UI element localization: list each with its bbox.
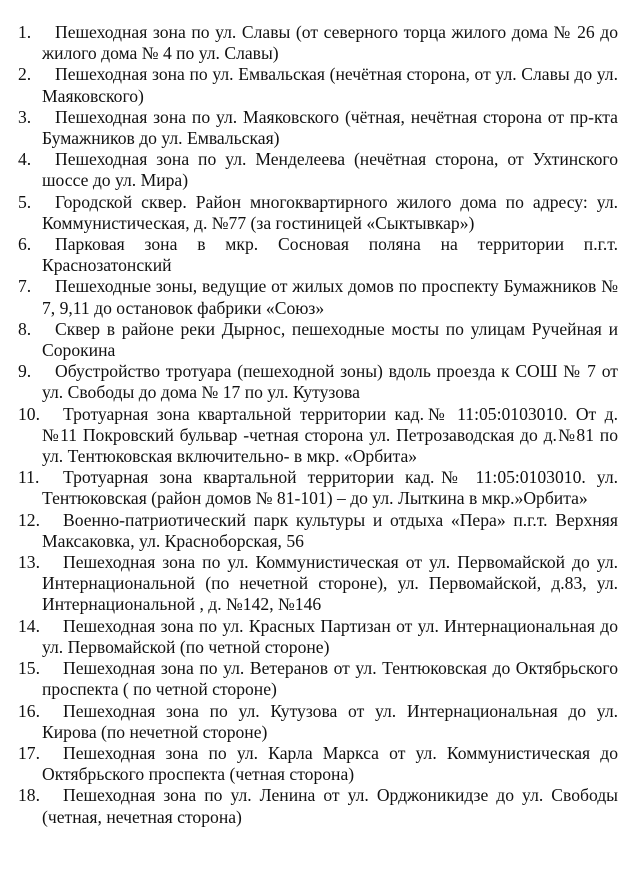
item-text: Обустройство тротуара (пешеходной зоны) вдоль проезда к СОШ № 7 от ул. Свободы до дома № 17 по ул. Кутузова bbox=[42, 361, 618, 403]
item-number: 11. bbox=[18, 467, 40, 488]
item-number: 10. bbox=[18, 403, 40, 424]
list-item-6 bbox=[18, 234, 618, 276]
item-number: 4. bbox=[18, 149, 32, 170]
item-text: Пешеходная зона по ул. Ленина от ул. Орджоникидзе до ул. Свободы (четная, нечетная сторона) bbox=[42, 785, 618, 827]
item-text: Пешеходная зона по ул. Маяковского (чётная, нечётная сторона от пр-кта Бумажников до ул. Емвальская) bbox=[42, 106, 618, 149]
item-number: 6. bbox=[18, 234, 32, 255]
item-text: Военно-патриотический парк культуры и отдыха «Пера» п.г.т. Верхняя Максаковка, ул. Красноборская, 56 bbox=[42, 509, 618, 551]
item-text: Сквер в районе реки Дырнос, пешеходные мосты по улицам Ручейная и Сорокина bbox=[42, 318, 618, 361]
list-item-4 bbox=[18, 149, 618, 191]
item-number: 1. bbox=[18, 22, 32, 42]
item-text: Тротуарная зона квартальной территории кад.№ 11:05:0103010. От д. №11 Покровский бульвар -четная сторона ул. Петрозаводская до д.№81 по ул. Тентюковская включительно- в мкр. «Орбита» bbox=[42, 403, 618, 467]
list-item-8 bbox=[18, 319, 618, 361]
item-text: Пешеходная зона по ул. Кутузова от ул. Интернациональная до ул. Кирова (по нечетной стороне) bbox=[42, 700, 618, 742]
list-item-15 bbox=[18, 658, 618, 700]
item-number: 12. bbox=[18, 509, 40, 530]
item-text: Пешеходная зона по ул. Коммунистическая от ул. Первомайской до ул. Интернациональной (по нечетной стороне), ул. Первомайской, д.83, ул. Интернациональной , д. №142, №146 bbox=[42, 552, 618, 615]
item-number: 8. bbox=[18, 318, 32, 339]
list-item-1 bbox=[18, 22, 618, 64]
list-item-13 bbox=[18, 552, 618, 616]
list-item-12 bbox=[18, 510, 618, 552]
list-item-3 bbox=[18, 107, 618, 149]
item-text: Пешеходная зона по ул. Менделеева (нечётная сторона, от Ухтинского шоссе до ул. Мира) bbox=[42, 149, 618, 191]
item-number: 15. bbox=[18, 658, 40, 679]
list-item-18 bbox=[18, 785, 618, 827]
item-number: 16. bbox=[18, 700, 40, 721]
item-text: Пешеходная зона по ул. Емвальская (нечётная сторона, от ул. Славы до ул. Маяковского) bbox=[42, 64, 618, 106]
item-text: Пешеходная зона по ул. Ветеранов от ул. Тентюковская до Октябрьского проспекта ( по четной стороне) bbox=[42, 658, 618, 700]
item-number: 5. bbox=[18, 191, 32, 212]
list-item-11 bbox=[18, 467, 618, 509]
item-text: Пешеходные зоны, ведущие от жилых домов по проспекту Бумажников № 7, 9,11 до остановок фабрики «Союз» bbox=[42, 276, 618, 318]
list-item-5 bbox=[18, 192, 618, 234]
item-number: 2. bbox=[18, 64, 32, 85]
item-number: 3. bbox=[18, 106, 32, 127]
list-item-2 bbox=[18, 64, 618, 106]
item-text: Тротуарная зона квартальной территории кад.№ 11:05:0103010. ул. Тентюковская (район домов № 81-101) – до ул. Лыткина в мкр.»Орбита» bbox=[42, 467, 618, 509]
item-text: Пешеходная зона по ул. Красных Партизан от ул. Интернациональная до ул. Первомайской (по четной стороне) bbox=[42, 615, 618, 657]
item-number: 7. bbox=[18, 276, 32, 297]
item-number: 14. bbox=[18, 615, 40, 636]
numbered-list bbox=[18, 22, 618, 828]
list-item-7 bbox=[18, 276, 618, 318]
item-number: 17. bbox=[18, 742, 40, 763]
item-text: Парковая зона в мкр. Сосновая поляна на территории п.г.т. Краснозатонский bbox=[42, 234, 618, 276]
item-text: Городской сквер. Район многоквартирного жилого дома по адресу: ул. Коммунистическая, д. №77 (за гостиницей «Сыктывкар») bbox=[42, 191, 618, 233]
list-item-16 bbox=[18, 701, 618, 743]
list-item-10 bbox=[18, 404, 618, 468]
item-number: 13. bbox=[18, 552, 40, 573]
list-item-17 bbox=[18, 743, 618, 785]
item-number: 18. bbox=[18, 785, 40, 806]
item-text: Пешеходная зона по ул. Славы (от северного торца жилого дома № 26 до жилого дома № 4 по ул. Славы) bbox=[42, 22, 618, 64]
item-number: 9. bbox=[18, 361, 32, 382]
list-item-9 bbox=[18, 361, 618, 403]
item-text: Пешеходная зона по ул. Карла Маркса от ул. Коммунистическая до Октябрьского проспекта (четная сторона) bbox=[42, 742, 618, 785]
list-item-14 bbox=[18, 616, 618, 658]
